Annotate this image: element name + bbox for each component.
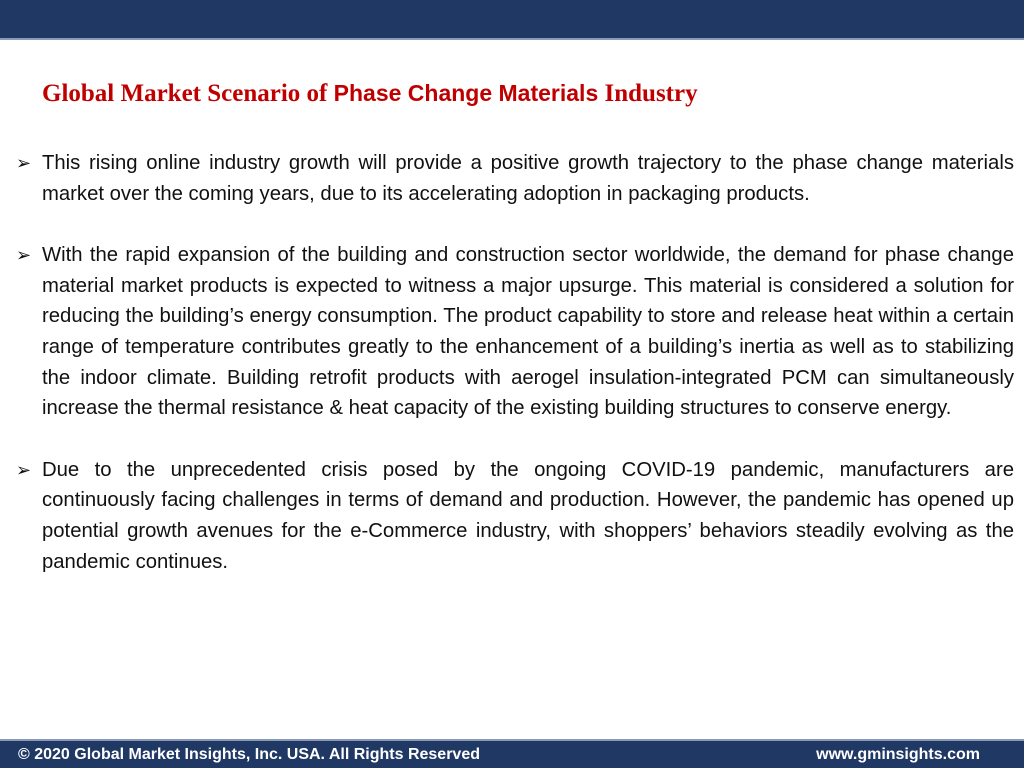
website-link[interactable]: www.gminsights.com — [816, 746, 980, 763]
bullet-item — [16, 240, 1014, 424]
bullet-text: Due to the unprecedented crisis posed by the ongoing COVID-19 pandemic, manufacturers are continuously facing challenges in terms of demand and production. However, the pandemic has opened up potential growth avenues for the e-Commerce industry, with shoppers’ behaviors steadily evolving as the pandemic continues. — [42, 458, 1014, 573]
bullet-list — [16, 148, 1014, 608]
copyright-text: © 2020 Global Market Insights, Inc. USA. All Rights Reserved — [18, 746, 480, 763]
bullet-item — [16, 455, 1014, 577]
top-banner — [0, 0, 1024, 40]
bullet-item — [16, 148, 1014, 209]
title-part-1: Global Market Scenario of — [42, 80, 334, 107]
arrow-bullet-icon: ➢ — [16, 245, 32, 266]
title-part-3: Industry — [598, 80, 698, 107]
title-part-2: Phase Change Materials — [333, 80, 599, 106]
arrow-bullet-icon: ➢ — [16, 459, 32, 480]
bullet-text: This rising online industry growth will provide a positive growth trajectory to the phase change materials market over the coming years, due to its accelerating adoption in packaging products. — [42, 152, 1014, 205]
arrow-bullet-icon: ➢ — [16, 153, 32, 173]
footer-bar — [0, 739, 1024, 768]
page-title — [42, 78, 1002, 109]
bullet-text: With the rapid expansion of the building and construction sector worldwide, the demand for phase change material market products is expected to witness a major upsurge. This material is considered a solution for reducing the building’s energy consumption. The product capability to store and release heat within a certain range of temperature contributes greatly to the enhancement of a building’s inertia as well as to stabilizing the indoor climate. Building retrofit products with aerogel insulation-integrated PCM can simultaneously increase the thermal resistance & heat capacity of the existing building structures to conserve energy. — [42, 244, 1014, 420]
